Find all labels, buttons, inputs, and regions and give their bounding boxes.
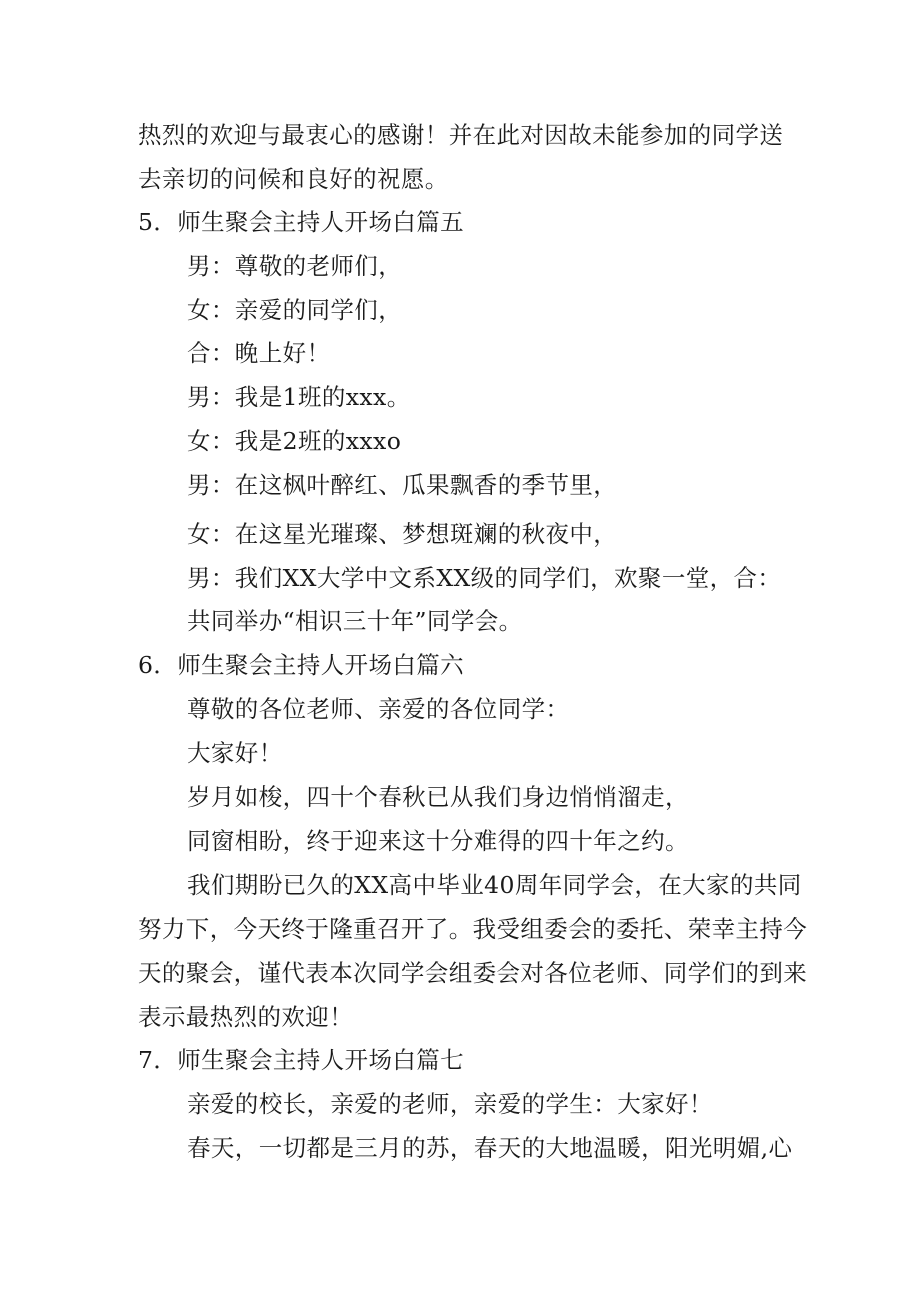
dialogue-line: 男：我们XX大学中文系XX级的同学们，欢聚一堂，合： — [187, 564, 782, 592]
paragraph-line: 我们期盼已久的XX高中毕业40周年同学会，在大家的共同 — [187, 871, 802, 899]
dialogue-line: 女：我是2班的xxxo — [187, 427, 402, 455]
paragraph-line: 努力下，今天终于隆重召开了。我受组委会的委托、荣幸主持今 — [138, 915, 808, 943]
dialogue-line: 合：晚上好！ — [187, 339, 331, 367]
dialogue-line: 女：亲爱的同学们， — [187, 296, 403, 324]
dialogue-line: 男：在这枫叶醉红、瓜果飘香的季节里， — [187, 471, 618, 499]
dialogue-line: 女：在这星光璀璨、梦想斑斓的秋夜中， — [187, 520, 618, 548]
paragraph-line: 去亲切的问候和良好的祝愿。 — [138, 165, 449, 193]
paragraph-line: 岁月如梭，四十个春秋已从我们身边悄悄溜走， — [187, 783, 689, 811]
dialogue-line: 男：我是1班的xxx。 — [187, 383, 411, 411]
paragraph-line: 尊敬的各位老师、亲爱的各位同学： — [187, 695, 570, 723]
paragraph-line: 热烈的欢迎与最衷心的感谢！并在此对因故未能参加的同学送 — [138, 121, 784, 149]
paragraph-line: 大家好！ — [187, 739, 283, 767]
dialogue-line: 男：尊敬的老师们， — [187, 252, 403, 280]
paragraph-line: 春天，一切都是三月的苏，春天的大地温暖，阳光明媚,心 — [187, 1134, 793, 1162]
section-heading-7: 7．师生聚会主持人开场白篇七 — [138, 1046, 465, 1074]
paragraph-line: 同窗相盼，终于迎来这十分难得的四十年之约。 — [187, 827, 689, 855]
paragraph-line: 表示最热烈的欢迎！ — [138, 1003, 354, 1031]
paragraph-line: 亲爱的校长，亲爱的老师，亲爱的学生：大家好！ — [187, 1090, 713, 1118]
section-heading-5: 5．师生聚会主持人开场白篇五 — [138, 208, 465, 236]
paragraph-line: 天的聚会，谨代表本次同学会组委会对各位老师、同学们的到来 — [138, 959, 808, 987]
dialogue-line: 共同举办“相识三十年”同学会。 — [187, 607, 523, 635]
section-heading-6: 6．师生聚会主持人开场白篇六 — [138, 651, 465, 679]
